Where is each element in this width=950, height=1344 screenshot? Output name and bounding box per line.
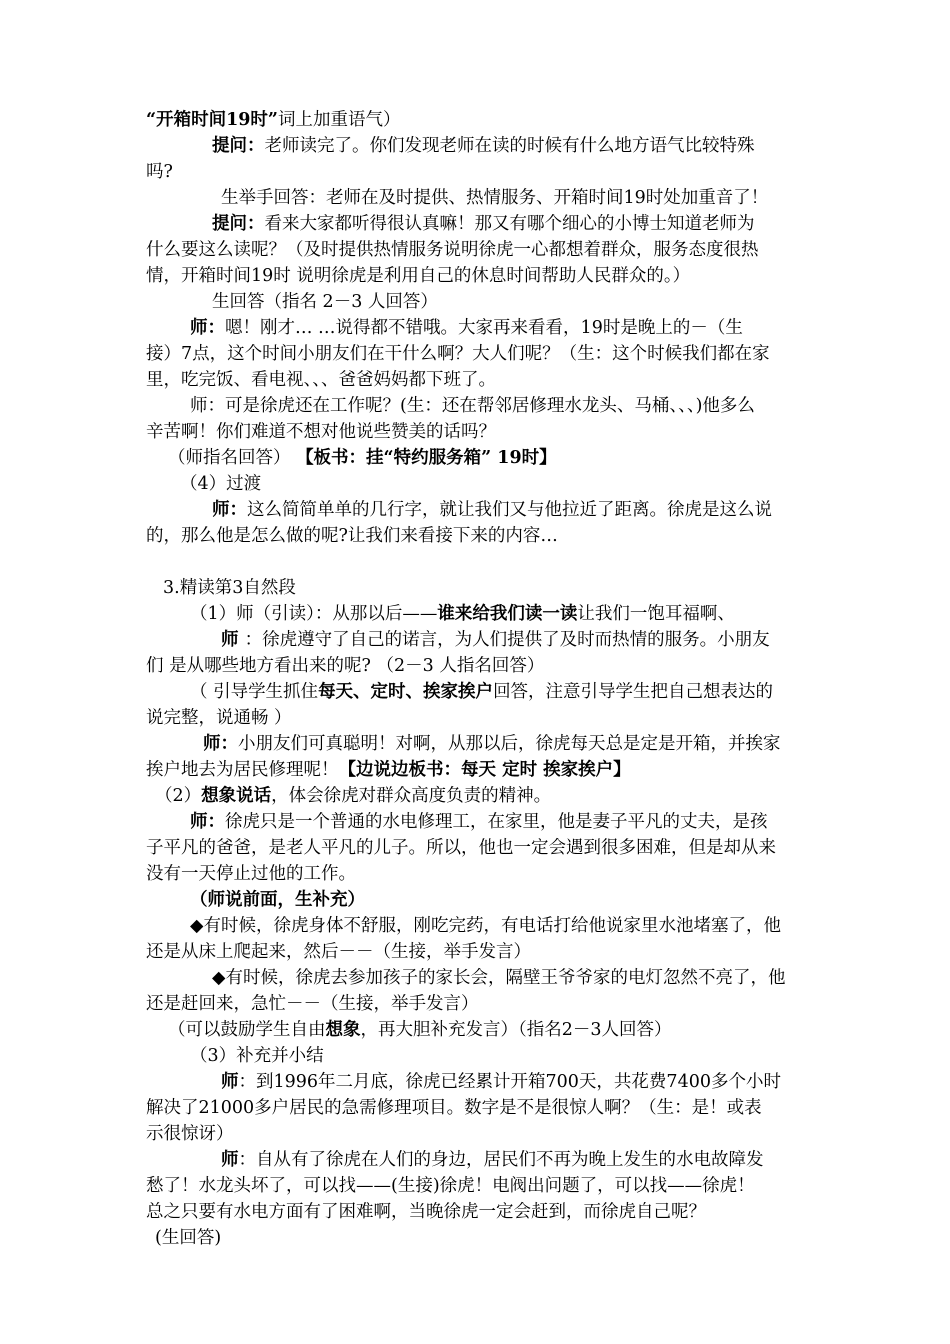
text-line [146, 835, 776, 861]
text-span: 说完整，说通畅 ） [146, 708, 292, 728]
text-span: ◆有时候，徐虎去参加孩子的家长会，隔壁王爷爷家的电灯忽然不亮了，他 [212, 968, 786, 988]
text-line [146, 861, 356, 887]
text-span: 里，吃完饭、看电视、、、爸爸妈妈都下班了。 [146, 370, 496, 390]
text-span: 子平凡的爸爸，是老人平凡的儿子。所以，他也一定会遇到很多困难，但是却从来 [146, 838, 776, 858]
text-line [221, 1147, 764, 1173]
text-line [190, 913, 781, 939]
text-line [146, 1173, 755, 1199]
text-span: 词上加重语气） [278, 110, 401, 130]
text-line [212, 133, 755, 159]
bold-text: 师： [190, 318, 225, 338]
text-line [146, 1121, 234, 1147]
text-span: 总之只要有水电方面有了困难啊，当晚徐虎一定会赶到，而徐虎自己呢？ [146, 1202, 706, 1222]
bold-text: 师 [221, 1150, 239, 1170]
text-span: 3.精读第3自然段 [163, 578, 296, 598]
text-line [146, 1199, 706, 1225]
text-line [180, 471, 261, 497]
text-span: 的，那么他是怎么做的呢?让我们来看接下来的内容… [146, 526, 558, 546]
bold-text: 谁来给我们读一读 [437, 604, 578, 624]
text-line [203, 731, 781, 757]
text-span: 示很惊讶） [146, 1124, 234, 1144]
text-span: 徐虎只是一个普通的水电修理工，在家里，他是妻子平凡的丈夫，是孩 [225, 812, 768, 832]
text-line [190, 315, 743, 341]
text-line [190, 809, 768, 835]
text-span: ：徐虎遵守了自己的诺言，为人们提供了及时而热情的服务。小朋友 [244, 630, 770, 650]
bold-text: “开箱时间19时” [146, 110, 278, 130]
text-span: 接）7点，这个时间小朋友们在干什么啊？大人们呢？（生：这个时候我们都在家 [146, 344, 770, 364]
text-line [168, 1017, 672, 1043]
text-span: 还是赶回来，急忙－－（生接，举手发言） [146, 994, 479, 1014]
text-span: 什么要这么读呢？（及时提供热情服务说明徐虎一心都想着群众，服务态度很热 [146, 240, 759, 260]
text-line [146, 1095, 762, 1121]
text-span: 挨户地去为居民修理呢！ [146, 760, 339, 780]
bold-text: 师 [221, 630, 245, 650]
bold-text: 师： [212, 500, 247, 520]
bold-text: 想象说话 [201, 786, 272, 806]
text-span: 还是从床上爬起来，然后－－（生接，举手发言） [146, 942, 531, 962]
text-line [146, 939, 531, 965]
text-line [190, 887, 365, 913]
text-line [146, 341, 770, 367]
text-span: (生回答) [155, 1228, 222, 1248]
text-line [221, 627, 770, 653]
text-line [155, 1225, 221, 1251]
bold-text: 师 [221, 1072, 239, 1092]
text-line [221, 185, 768, 211]
text-span: （ 引导学生抓住 [190, 682, 319, 702]
text-line [146, 419, 496, 445]
text-span: 解决了21000多户居民的急需修理项目。数字是不是很惊人啊？（生：是！或表 [146, 1098, 762, 1118]
text-line [190, 601, 735, 627]
text-line [190, 393, 755, 419]
text-line [212, 497, 772, 523]
text-line [146, 653, 544, 679]
text-line [146, 367, 496, 393]
text-span: （师指名回答） [168, 448, 297, 468]
text-span: 生回答（指名 2－3 人回答） [212, 292, 438, 312]
text-span: 这么简简单单的几行字，就让我们又与他拉近了距离。徐虎是这么说 [247, 500, 772, 520]
text-span: 师：可是徐虎还在工作呢？(生：还在帮邻居修理水龙头、马桶、、、)他多么 [190, 396, 755, 416]
text-line [168, 445, 557, 471]
text-span: ，体会徐虎对群众高度负责的精神。 [271, 786, 552, 806]
text-line [221, 1069, 781, 1095]
bold-text: 师： [190, 812, 225, 832]
text-line [190, 679, 773, 705]
text-span: 们 是从哪些地方看出来的呢? （2－3 人指名回答） [146, 656, 545, 676]
text-line [146, 237, 759, 263]
text-line [146, 705, 292, 731]
text-line [146, 159, 173, 185]
text-span: 看来大家都听得很认真嘛！那又有哪个细心的小博士知道老师为 [264, 214, 755, 234]
text-span: （2） [155, 786, 202, 806]
bold-text: 师： [203, 734, 238, 754]
text-line [146, 107, 401, 133]
text-line [146, 757, 631, 783]
text-line [155, 783, 551, 809]
text-span: （可以鼓励学生自由 [168, 1020, 326, 1040]
bold-text: 想象 [325, 1020, 361, 1040]
text-span: 老师读完了。你们发现老师在读的时候有什么地方语气比较特殊 [264, 136, 755, 156]
text-span: 嗯！刚才… …说得都不错哦。大家再来看看，19时是晚上的－（生 [225, 318, 743, 338]
bold-text: 【板书：挂“特约服务箱” 19时】 [296, 448, 557, 468]
bold-text: 【边说边板书：每天 定时 挨家挨户】 [338, 760, 631, 780]
text-span: 生举手回答：老师在及时提供、热情服务、开箱时间19时处加重音了！ [221, 188, 769, 208]
text-span: ，再大胆补充发言）（指名2－3人回答） [360, 1020, 672, 1040]
text-line [212, 289, 438, 315]
bold-text: 提问： [212, 214, 265, 234]
text-span: 愁了！水龙头坏了，可以找——(生接)徐虎！电阀出问题了，可以找——徐虎！ [146, 1176, 755, 1196]
text-span: 让我们一饱耳福啊、 [577, 604, 735, 624]
text-span: ◆有时候，徐虎身体不舒服，刚吃完药，有电话打给他说家里水池堵塞了，他 [190, 916, 781, 936]
text-line [146, 523, 558, 549]
text-line [212, 211, 755, 237]
text-span: 小朋友们可真聪明！对啊，从那以后，徐虎每天总是定是开箱，并挨家 [238, 734, 781, 754]
text-line [146, 991, 479, 1017]
text-span: （4）过渡 [180, 474, 262, 494]
text-line [190, 1043, 324, 1069]
text-line [146, 263, 690, 289]
text-span: ：自从有了徐虎在人们的身边，居民们不再为晚上发生的水电故障发 [238, 1150, 764, 1170]
text-span: 辛苦啊！你们难道不想对他说些赞美的话吗？ [146, 422, 496, 442]
text-line [212, 965, 785, 991]
bold-text: （师说前面，生补充） [190, 890, 365, 910]
bold-text: 提问： [212, 136, 265, 156]
text-span: 回答，注意引导学生把自己想表达的 [493, 682, 774, 702]
text-span: 情，开箱时间19时 说明徐虎是利用自己的休息时间帮助人民群众的。） [146, 266, 691, 286]
text-span: 吗? [146, 162, 173, 182]
text-span: 没有一天停止过他的工作。 [146, 864, 356, 884]
text-span: ：到1996年二月底，徐虎已经累计开箱700天，共花费7400多个小时 [238, 1072, 781, 1092]
text-line [163, 575, 296, 601]
text-span: （1）师（引读）：从那以后—— [190, 604, 438, 624]
text-span: （3）补充并小结 [190, 1046, 324, 1066]
bold-text: 每天、定时、挨家挨户 [318, 682, 494, 702]
